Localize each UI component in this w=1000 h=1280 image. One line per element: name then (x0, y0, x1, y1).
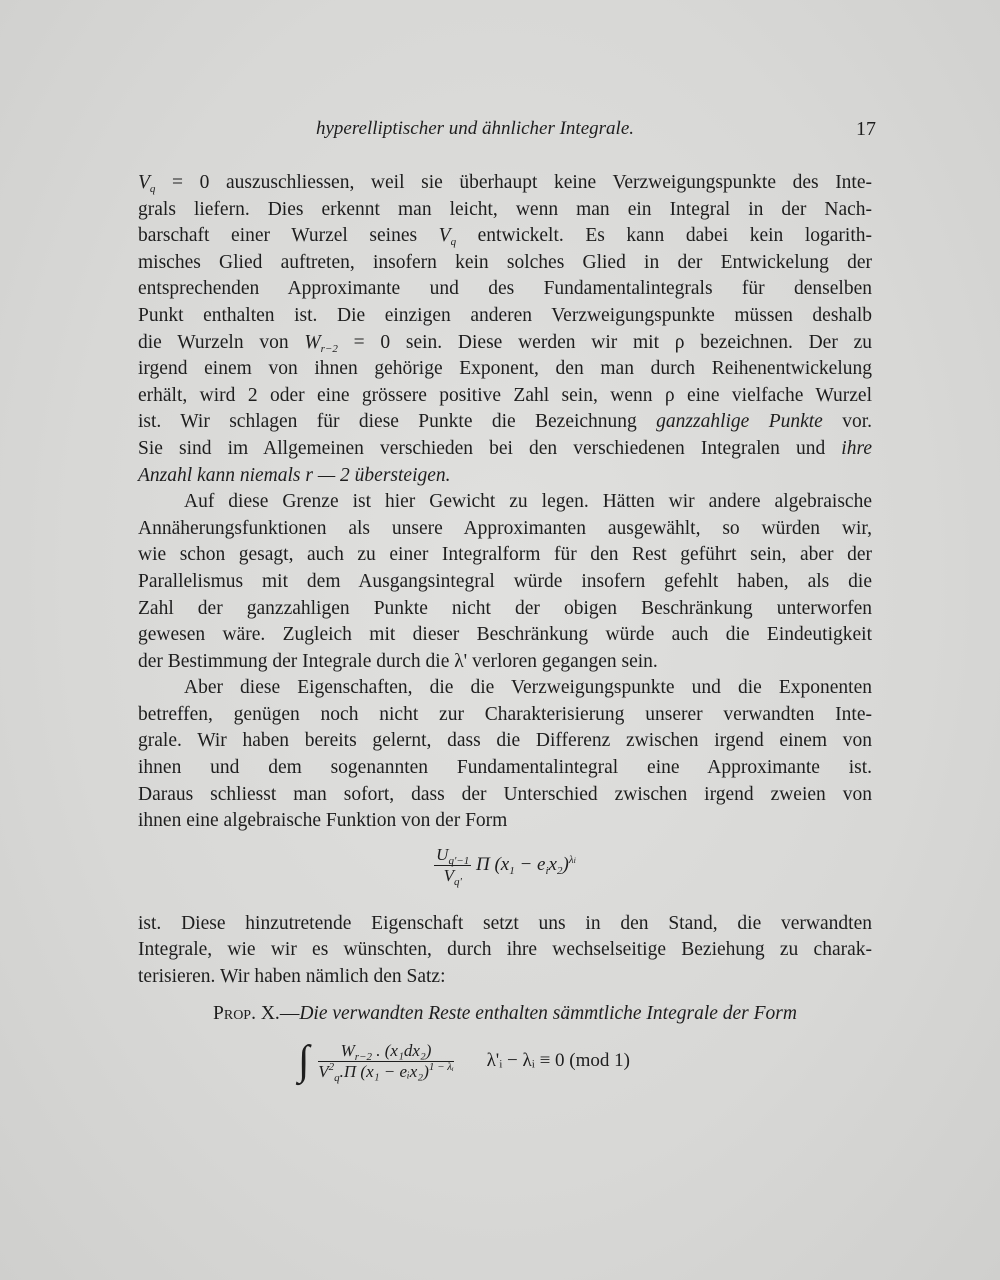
text-line: grals liefern. Dies erkennt man leicht, wenn man ein Integral in der Nach- (138, 198, 872, 220)
text-line: irgend einem von ihnen gehörige Exponent, den man durch Reihenentwickelung (138, 358, 872, 380)
fraction: $\frac{W_{r-2} . (x_1dx_2)}{V^2_q.\Pi (x_1 - eᵢx_2)^{1 - \lambda ᵢ}}$ (318, 1041, 454, 1085)
text-line: ihnen und dem sogenannten Fundamentalintegral eine Approximante ist. (138, 757, 872, 779)
body-text (138, 170, 873, 1085)
text-line: gewesen wäre. Zugleich mit dieser Beschränkung würde auch die Eindeutigkeit (138, 624, 872, 646)
text-line: Punkt enthalten ist. Die einzigen anderen Verzweigungspunkte müssen deshalb (138, 304, 872, 326)
text-line: Annäherungsfunktionen als unsere Approximanten ausgewählt, so würden wir, (138, 517, 872, 539)
page-number: 17 (856, 118, 876, 140)
text-line: misches Glied auftreten, insofern kein solches Glied in der Entwickelung der (138, 251, 872, 273)
emphasis: ganzzahlige Punkte (656, 411, 823, 433)
text-line: ihnen eine algebraische Funktion von der Form (138, 810, 508, 832)
display-formula (138, 835, 872, 911)
text-line: entsprechenden Approximante und des Fundamentalintegrals für denselben (138, 278, 872, 300)
text-line: betreffen, genügen noch nicht zur Charakterisierung unserer verwandten Inte- (138, 703, 872, 725)
text-line: Integrale, wie wir es wünschten, durch ihre wechselseitige Beziehung zu charak- (138, 939, 872, 961)
congruence-condition: λ'ᵢ − λᵢ ≡ 0 (mod 1) (486, 1050, 630, 1072)
proposition: Prop. X.—Die verwandten Reste enthalten sämmtliche Integrale der Form (213, 1002, 797, 1024)
text-line: grale. Wir haben bereits gelernt, dass die Differenz zwischen irgend einem von (138, 730, 872, 752)
emphasis: ihre (841, 437, 872, 459)
text-line: $V_q = 0$ auszuschliessen, weil sie überhaupt keine Verzweigungspunkte des Inte- (138, 172, 873, 195)
text-line: Daraus schliesst man sofort, dass der Unterschied zwischen irgend zweien von (138, 783, 872, 805)
proposition-text: Die verwandten Reste enthalten sämmtliche Integrale der Form (299, 1002, 797, 1024)
text-line: barschaft einer Wurzel seines $V_q$ entwickelt. Es kann dabei kein logarith- (138, 225, 872, 249)
text-line: terisieren. Wir haben nämlich den Satz: (138, 966, 446, 988)
text-line: ist. Wir schlagen für diese Punkte die Bezeichnung ganzzahlige Punkte vor. (138, 411, 872, 433)
running-title: hyperelliptischer und ähnlicher Integrale. (316, 118, 634, 139)
product-term: Π $(x_1 - e_ix_2)^{\lambda i}$ (475, 853, 576, 877)
text-line (138, 463, 872, 490)
text-line: die Wurzeln von $W_{r-2} = 0$ sein. Diese werden wir mit ρ bezeichnen. Der zu (138, 331, 873, 355)
text-line: ist. Diese hinzutretende Eigenschaft setzt uns in den Stand, die verwandten (138, 912, 872, 934)
text-line: Auf diese Grenze ist hier Gewicht zu legen. Hätten wir andere algebraische (184, 491, 872, 513)
math-symbol: $W_{r-2}$ (304, 331, 338, 355)
text-line: erhält, wird 2 oder eine grössere positive Zahl sein, wenn ρ eine vielfache Wurzel (138, 384, 872, 406)
math-symbol: $V_q$ (438, 225, 457, 249)
page-header (138, 118, 876, 146)
proposition-label: Prop. X. (213, 1002, 280, 1024)
fraction: $\frac{U_{q'-1}}{V_{q'}}$ (436, 844, 470, 888)
text-line: Aber diese Eigenschaften, die die Verzweigungspunkte und die Exponenten (184, 677, 872, 699)
integral-formula (138, 1038, 872, 1085)
integral-sign: ∫ (298, 1038, 310, 1085)
math-symbol: $V_q$ (138, 172, 156, 195)
text-line: Sie sind im Allgemeinen verschieden bei den verschiedenen Integralen und ihre (138, 437, 872, 459)
text-line: der Bestimmung der Integrale durch die λ' verloren gegangen sein. (138, 650, 658, 672)
text-line: wie schon gesagt, auch zu einer Integralform für den Rest geführt sein, aber der (138, 544, 872, 566)
text-line: Parallelismus mit dem Ausgangsintegral würde insofern gefehlt haben, als die (138, 570, 872, 592)
text-line: Zahl der ganzzahligen Punkte nicht der obigen Beschränkung unterworfen (138, 597, 872, 619)
emphasis: Anzahl kann niemals r — 2 übersteigen. (138, 464, 451, 486)
